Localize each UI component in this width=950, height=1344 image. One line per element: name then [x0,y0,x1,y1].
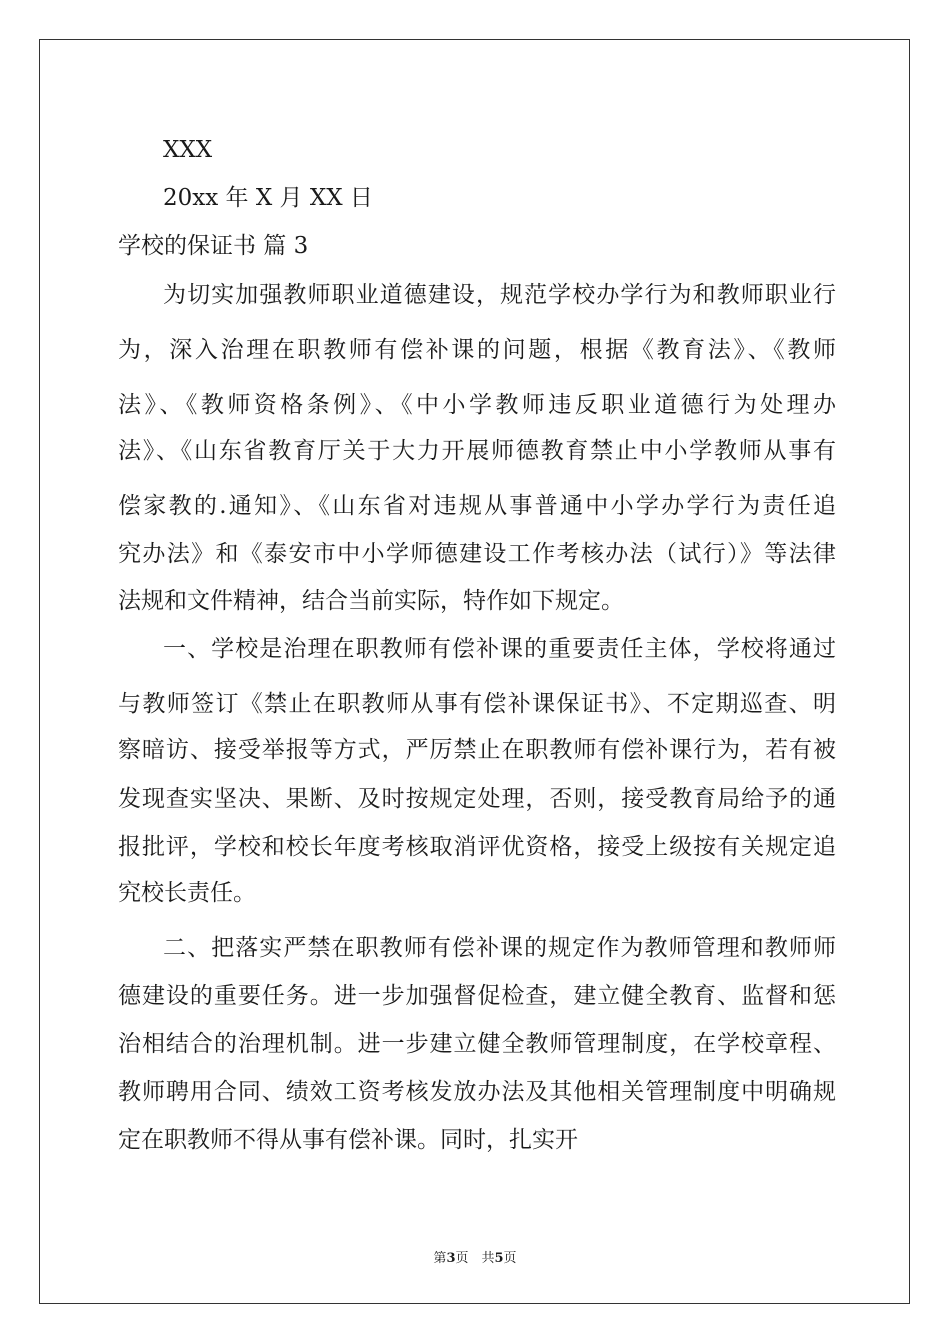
paragraph-line: 与教师签订《禁止在职教师从事有偿补课保证书》、不定期巡查、明 [118,691,836,717]
paragraph-line: 究校长责任。 [118,880,256,906]
paragraph-line: 定在职教师不得从事有偿补课。同时，扎实开 [118,1127,578,1153]
paragraph-line: 德建设的重要任务。进一步加强督促检查，建立健全教育、监督和惩 [118,983,836,1009]
signature-date: 20xx 年 X 月 XX 日 [163,185,373,211]
section-title: 学校的保证书 篇 3 [118,233,309,259]
paragraph-line: 一、学校是治理在职教师有偿补课的重要责任主体，学校将通过 [163,636,836,662]
paragraph-line: 究办法》和《泰安市中小学师德建设工作考核办法（试行）》等法律 [118,541,836,567]
paragraph-line: 法》、《山东省教育厅关于大力开展师德教育禁止中小学教师从事有 [118,438,836,464]
footer-page-current: 3 [446,1251,456,1266]
paragraph-line: 法》、《教师资格条例》、《中小学教师违反职业道德行为处理办 [118,392,836,418]
footer-page-total: 5 [494,1251,504,1266]
paragraph-line: 报批评，学校和校长年度考核取消评优资格，接受上级按有关规定追 [118,834,836,860]
signature-name: XXX [163,137,213,163]
footer-page-mid: 页 共 [455,1251,495,1266]
paragraph-line: 发现查实坚决、果断、及时按规定处理，否则，接受教育局给予的通 [118,786,836,812]
footer-page-suffix: 页 [503,1251,517,1266]
paragraph-line: 偿家教的.通知》、《山东省对违规从事普通中小学办学行为责任追 [118,493,836,519]
paragraph-line: 二、把落实严禁在职教师有偿补课的规定作为教师管理和教师师 [163,935,836,961]
paragraph-line: 为，深入治理在职教师有偿补课的问题，根据《教育法》、《教师 [118,337,836,363]
paragraph-line: 教师聘用合同、绩效工资考核发放办法及其他相关管理制度中明确规 [118,1079,836,1105]
paragraph-line: 察暗访、接受举报等方式，严厉禁止在职教师有偿补课行为，若有被 [118,737,836,763]
footer-page-prefix: 第 [433,1251,447,1266]
paragraph-line: 治相结合的治理机制。进一步建立健全教师管理制度，在学校章程、 [118,1031,836,1057]
page-border [39,39,910,1304]
paragraph-line: 法规和文件精神，结合当前实际，特作如下规定。 [118,588,624,614]
paragraph-line: 为切实加强教师职业道德建设，规范学校办学行为和教师职业行 [163,282,836,308]
page-footer [0,1247,950,1266]
